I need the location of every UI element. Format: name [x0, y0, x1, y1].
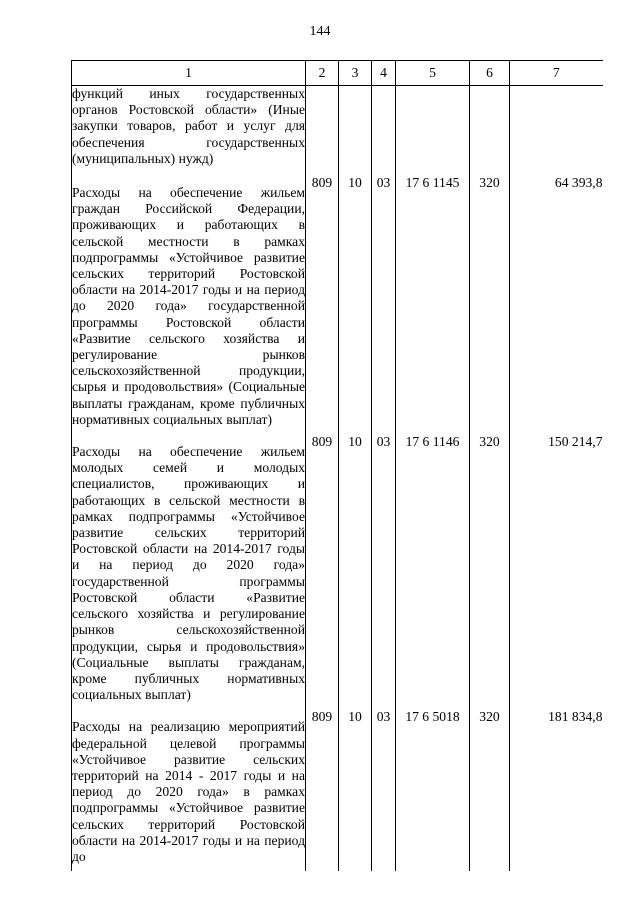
row-amount: 64 393,8 — [510, 175, 603, 434]
row-ministry-code: 809 — [306, 709, 339, 871]
header-cell-1: 1 — [72, 61, 306, 86]
row-ministry-code: 809 — [306, 434, 339, 709]
row-expense-type: 320 — [470, 175, 510, 434]
table-row — [72, 175, 603, 434]
table-row — [72, 86, 603, 176]
row-expense-type: 320 — [470, 709, 510, 871]
row-target-code — [396, 86, 470, 176]
budget-table — [71, 60, 603, 871]
row-description: Расходы на обеспечение жильем граждан Российской Федерации, проживающих и работающих в сельской местности в рамках подпрограммы «Устойчивое развитие сельских территорий Ростовской области на 2014-2017 годы и на период до 2020 года» государственной программы Ростовской области «Развитие сельского хозяйства и регулирование рынков сельскохозяйственной продукции, сырья и продовольствия» (Социальные выплаты гражданам, кроме публичных нормативных социальных выплат) — [72, 175, 306, 434]
row-target-code: 17 6 1145 — [396, 175, 470, 434]
table-row — [72, 709, 603, 871]
page-number: 144 — [309, 24, 331, 39]
row-section-code: 10 — [339, 175, 372, 434]
table-row — [72, 434, 603, 709]
table-header-row — [72, 61, 603, 86]
row-target-code: 17 6 1146 — [396, 434, 470, 709]
row-section-code — [339, 86, 372, 176]
row-description: функций иных государственных органов Ростовской области» (Иные закупки товаров, работ и услуг для обеспечения государственных (муниципальных) нужд) — [72, 86, 306, 176]
row-amount: 150 214,7 — [510, 434, 603, 709]
row-description: Расходы на реализацию мероприятий федеральной целевой программы «Устойчивое развитие сельских территорий на 2014 - 2017 годы и на период до 2020 года» в рамках подпрограммы «Устойчивое развитие сельских территорий Ростовской области на 2014-2017 годы и на период до — [72, 709, 306, 871]
header-cell-6: 6 — [470, 61, 510, 86]
row-subsection-code: 03 — [372, 709, 396, 871]
row-subsection-code — [372, 86, 396, 176]
row-section-code: 10 — [339, 434, 372, 709]
row-ministry-code — [306, 86, 339, 176]
row-amount: 181 834,8 — [510, 709, 603, 871]
row-target-code: 17 6 5018 — [396, 709, 470, 871]
row-section-code: 10 — [339, 709, 372, 871]
row-expense-type: 320 — [470, 434, 510, 709]
row-amount — [510, 86, 603, 176]
header-cell-4: 4 — [372, 61, 396, 86]
header-cell-7: 7 — [510, 61, 603, 86]
row-expense-type — [470, 86, 510, 176]
header-cell-2: 2 — [306, 61, 339, 86]
header-cell-5: 5 — [396, 61, 470, 86]
row-ministry-code: 809 — [306, 175, 339, 434]
header-cell-3: 3 — [339, 61, 372, 86]
row-subsection-code: 03 — [372, 434, 396, 709]
row-subsection-code: 03 — [372, 175, 396, 434]
row-description: Расходы на обеспечение жильем молодых семей и молодых специалистов, проживающих и работающих в сельской местности в рамках подпрограммы «Устойчивое развитие сельских территорий Ростовской области на 2014-2017 годы и на период до 2020 года» государственной программы Ростовской области «Развитие сельского хозяйства и регулирование рынков сельскохозяйственной продукции, сырья и продовольствия» (Социальные выплаты гражданам, кроме публичных нормативных социальных выплат) — [72, 434, 306, 709]
